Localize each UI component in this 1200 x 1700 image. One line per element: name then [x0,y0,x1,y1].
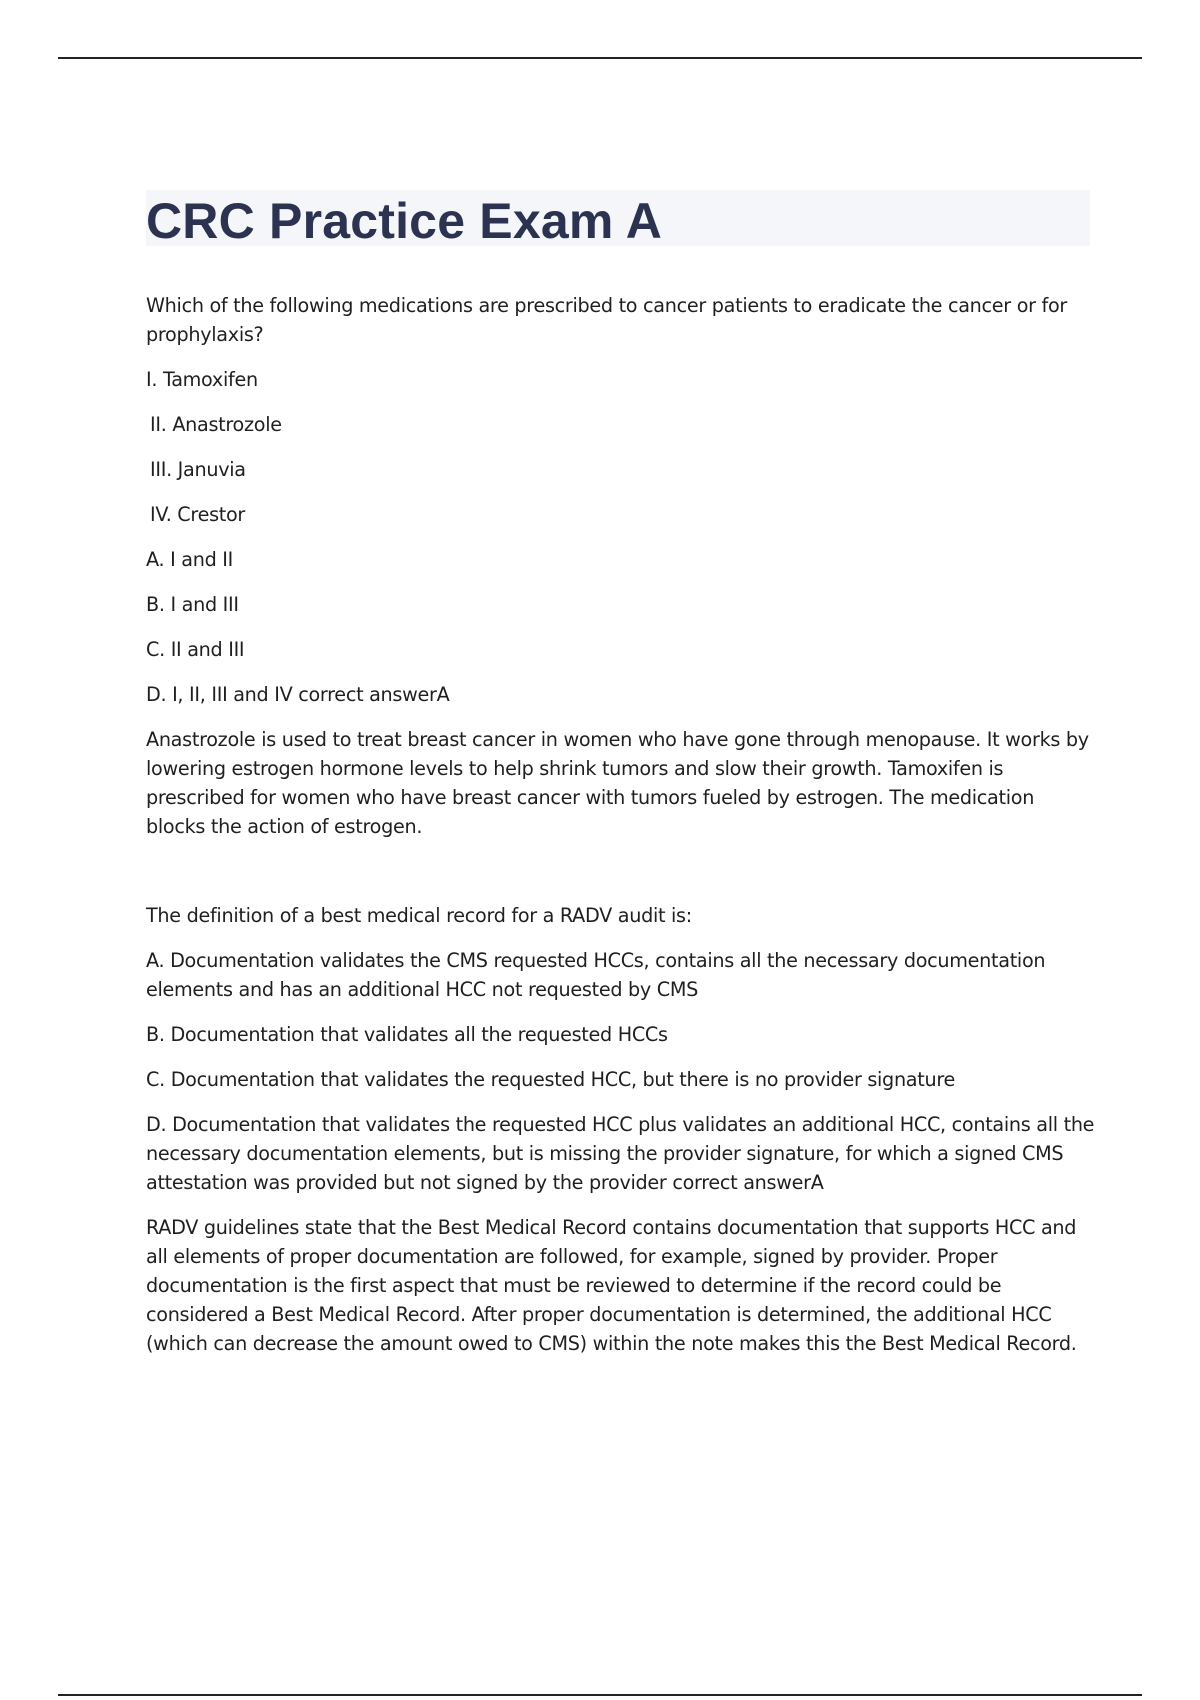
question-2-option: A. Documentation validates the CMS requested HCCs, contains all the necessary documentation elements and has an additional HCC not requested by CMS [146,949,1046,1001]
question-1-option: B. I and III [146,593,239,616]
question-2-option: C. Documentation that validates the requested HCC, but there is no provider signature [146,1068,956,1091]
question-1-item: III. Januvia [150,458,246,481]
page-title: CRC Practice Exam A [146,193,663,249]
question-2-stem: The definition of a best medical record for a RADV audit is: [146,904,692,927]
question-2-explanation: RADV guidelines state that the Best Medical Record contains documentation that supports HCC and all elements of proper documentation are followed, for example, signed by provider. Proper documentation is the first aspect that must be reviewed to determine if the record could be considered a Best Medical Record. After proper documentation is determined, the additional HCC (which can decrease the amount owed to CMS) within the note makes this the Best Medical Record. [146,1216,1077,1355]
question-1-explanation: Anastrozole is used to treat breast cancer in women who have gone through menopause. It works by lowering estrogen hormone levels to help shrink tumors and slow their growth. Tamoxifen is prescribed for women who have breast cancer with tumors fueled by estrogen. The medication blocks the action of estrogen. [146,728,1089,838]
section-gap [146,857,1096,901]
question-1-item: I. Tamoxifen [146,368,258,391]
question-1-option: D. I, II, III and IV correct answerA [146,683,450,706]
footer-rule [58,1694,1142,1696]
question-2-option: D. Documentation that validates the requested HCC plus validates an additional HCC, contains all the necessary documentation elements, but is missing the provider signature, for which a signed CMS attestation was provided but not signed by the provider correct answerA [146,1113,1095,1194]
header-rule [58,57,1142,59]
question-2-option: B. Documentation that validates all the requested HCCs [146,1023,668,1046]
question-1-stem: Which of the following medications are prescribed to cancer patients to eradicate the cancer or for prophylaxis? [146,294,1068,346]
question-1-item: II. Anastrozole [150,413,282,436]
question-1-option: C. II and III [146,638,245,661]
question-1-item: IV. Crestor [150,503,246,526]
document-body [146,291,1096,1374]
question-1-option: A. I and II [146,548,233,571]
